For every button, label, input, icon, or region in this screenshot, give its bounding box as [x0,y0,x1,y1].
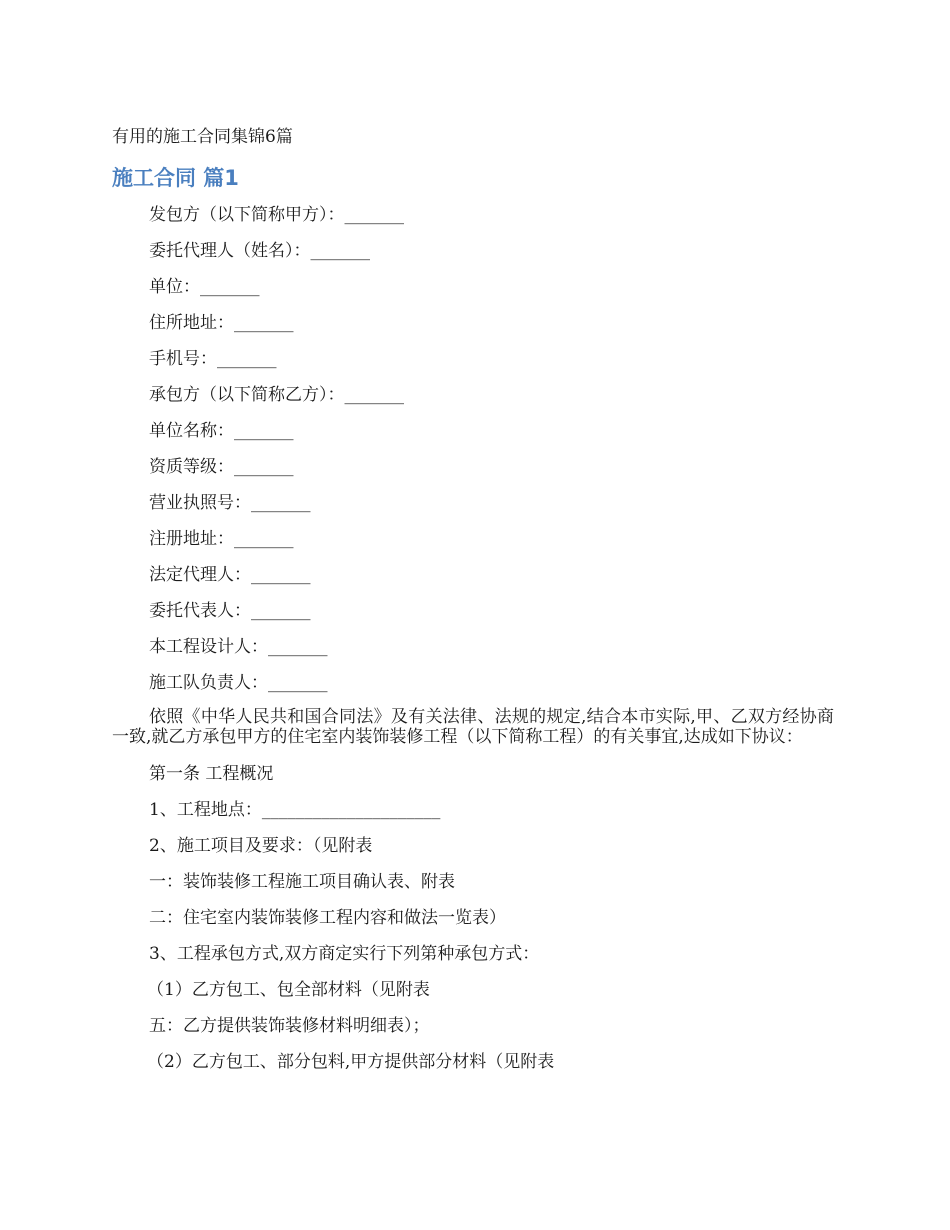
field-line: 住所地址：_______ [149,313,294,333]
intro-paragraph: 依照《中华人民共和国合同法》及有关法律、法规的规定,结合本市实际,甲、乙双方经协商一致,就乙方承包甲方的住宅室内装饰装修工程（以下简称工程）的有关事宜,达成如下协议： [112,707,834,747]
field-line: 发包方（以下简称甲方）：_______ [149,205,404,225]
section-heading: 施工合同 篇1 [112,166,239,190]
clause-line: （1）乙方包工、包全部材料（见附表 [147,980,430,1000]
clause-line: 五：乙方提供装饰装修材料明细表）； [149,1016,430,1036]
field-line: 委托代理人（姓名）：_______ [149,241,370,261]
document-title: 有用的施工合同集锦6篇 [112,127,293,147]
field-line: 委托代表人：_______ [149,601,311,621]
document-body [112,204,834,1087]
clause-line: 2、施工项目及要求：（见附表 [149,836,373,856]
clause-line: 一：装饰装修工程施工项目确认表、附表 [149,872,455,892]
clause-line: 第一条 工程概况 [149,764,274,784]
clause-line: （2）乙方包工、部分包料,甲方提供部分材料（见附表 [147,1052,555,1072]
field-line: 承包方（以下简称乙方）：_______ [149,385,404,405]
field-line: 资质等级：_______ [149,457,294,477]
field-line: 手机号：_______ [149,349,277,369]
field-line: 施工队负责人：_______ [149,673,328,693]
field-line: 注册地址：_______ [149,529,294,549]
field-line: 营业执照号：_______ [149,493,311,513]
field-line: 法定代理人：_______ [149,565,311,585]
clause-line: 3、工程承包方式,双方商定实行下列第种承包方式： [149,944,540,964]
clause-line: 1、工程地点：_____________________ [149,800,441,820]
field-line: 单位名称：_______ [149,421,294,441]
field-line: 本工程设计人：_______ [149,637,328,657]
field-line: 单位：_______ [149,277,260,297]
clause-line: 二：住宅室内装饰装修工程内容和做法一览表） [149,908,506,928]
